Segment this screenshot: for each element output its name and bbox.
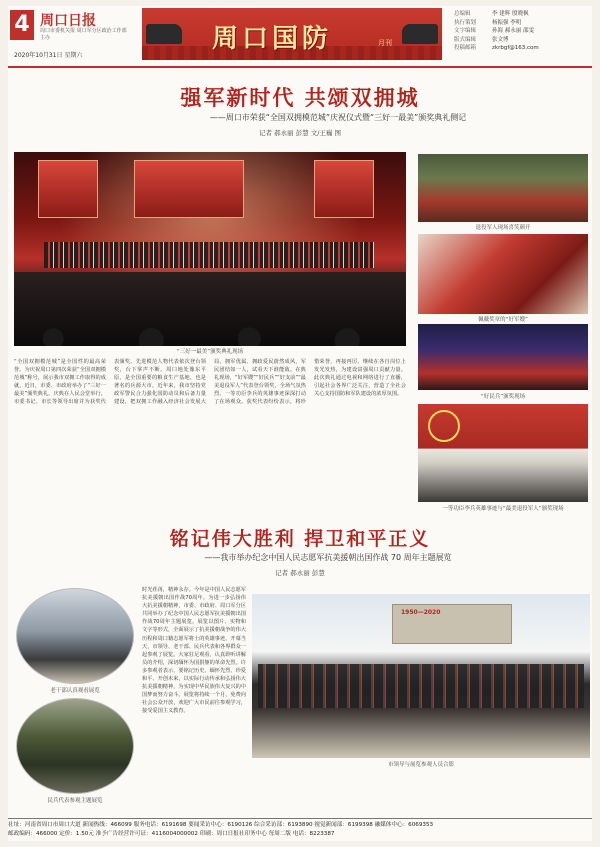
editor-row: 文字编辑 孙海 郝永丽 邵雯 [454,28,534,34]
editor-row: 总编辑 李 建辉 殷晓枫 [454,11,529,17]
story1-subtitle: ——周口市荣获“全国双拥模范城”庆祝仪式暨“三好一最美”颁奖典礼侧记 [209,113,467,122]
story2-subtitle: ——我市举办纪念中国人民志愿军抗美援朝出国作战 70 周年主题展览 [204,553,452,562]
newspaper-page [8,6,592,841]
story2-body: 时光荏苒，精神永存。今年是中国人民志愿军抗美援朝出国作战70周年。为进一步弘扬伟大抗美援朝精神，市委、市政府、周口军分区共同举办了纪念中国人民志愿军抗美援朝出国作战70周年主题展览。展览以图片、实物和文字等形式，全面展示了抗美援朝战争的伟大历程和周口籍志愿军将士的英雄事迹。开幕当天，市领导、老干部、民兵代表和各界群众一起参观了展览。大家驻足观看，认真聆听讲解员的介绍，深切缅怀为国捐躯的革命先烈。许多参观者表示，要铭记历史、缅怀先烈、珍爱和平、开创未来，以实际行动传承和弘扬伟大抗美援朝精神，为实现中华民族伟大复兴的中国梦而努力奋斗。展览将持续一个月，免费向社会公众开放，欢迎广大市民前往参观学习，接受爱国主义教育。 [142,587,246,715]
masthead [8,6,592,68]
editor-row: 版式编辑 张文博 [454,36,509,43]
stage-screen [134,160,244,218]
group-photo-caption: 市领导与展览参观人员合影 [387,762,454,768]
paper-sub: 周口市委机关报 周口军分区政治工作部 主办 [40,28,127,41]
editor-row: 执行策划 杨振强 李明 [454,19,522,26]
footer-line: 邮政编码：466000 定价：1.50元 准予广告经营许可证：4116004000002 印刷：周口日报社印务中心 每周二版 电话：8223387 [8,831,335,837]
footer-line: 社址：河南省周口市周口大道 新闻热线：466099 服务电话：6191698 要闻采访中心：6190126 综合采访部：6193890 视觉新闻部：6199398 融媒体中心：6069353 [8,822,434,828]
stage-screen [38,160,98,218]
section-title: 周口国防 [212,24,333,54]
story2-byline: 记者 郝永丽 彭慧 [275,569,325,577]
main-photo-caption: “三好一最美”颁奖典礼现场 [176,349,244,355]
veterans-viewing-photo [16,588,134,684]
group-photo [252,594,590,758]
story2-body-continued [252,770,590,814]
paper-name: 周口日报 [40,13,96,29]
editor-credits [454,10,590,53]
hero-award-photo [418,404,588,502]
page-number: 4 [10,10,34,40]
exhibition-wall: 1950—2020 [392,604,512,644]
story1-byline: 记者 郝永丽 彭慧 文/王巍 图 [259,129,341,137]
ceremony-stage-photo [14,152,406,346]
photo-caption: 民兵代表参观主题展览 [47,798,103,804]
side-photo-caption: 一等功臣李兵英雄事迹与“最美退役军人”颁奖现场 [442,506,564,512]
story1-body: “全国双拥模范城”是全国性的最高荣誉。为庆祝周口第四次荣获“全国双拥模范城”称号，展示我市双拥工作取得的成就，近日，市委、市政府举办了“三好一最美”颁奖典礼。庆典在人民会堂举行，市委书记、市长等领导出席并为获奖代表颁奖。先进模范人物代表依次登台领奖，台下掌声不断。周口地处豫东平原，是全国重要的粮食生产基地，也是著名的兵源大市。近年来，我市坚持党政军警民合力强化国防动员和后备力量建设，把双拥工作融入经济社会发展大局，拥军优属、拥政爱民蔚然成风，军民团结如一人，试看天下谁能敌。在典礼现场，“好军嫂”“好民兵”“好支前”“最美退役军人”代表登台领奖，全场气氛热烈。一等功臣李兵的英雄事迹深深打动了在场观众。获奖代表纷纷表示，将珍惜荣誉，再接再厉，继续在各自岗位上发光发热，为建设富强周口贡献力量。此次典礼通过电视和网络进行了直播，引起社会各界广泛关注，营造了全社会关心支持国防和军队建设的浓厚氛围。 [14,359,406,406]
star-emblem-icon [428,410,460,442]
award-recipients [44,242,374,268]
page-footer [8,818,592,841]
militia-award-photo [418,324,588,390]
veterans-photo [418,154,588,222]
side-photo-caption: 退役军人现场喜笑颜开 [475,225,531,231]
stage-screen [314,160,374,218]
side-photo-caption: 佩戴奖章的“好军嫂” [478,317,528,323]
side-photo-caption: “好民兵”颁奖现场 [480,394,526,400]
publication-date: 2020年10月31日 星期六 [14,52,83,59]
militia-viewing-photo [16,698,134,794]
military-wife-photo [418,234,588,314]
section-badge: 月刊 [378,39,392,47]
story2-headline: 铭记伟大胜利 捍卫和平正义 [169,528,431,550]
editor-row: 投稿邮箱 zkrbgf@163.com [454,45,539,51]
photo-caption: 老干部认真观看展览 [50,688,100,694]
group-of-people [258,664,584,708]
audience [14,310,406,346]
tank-icon [402,24,438,44]
tank-icon [146,24,182,44]
section-banner [142,8,442,60]
story1-headline: 强军新时代 共颂双拥城 [180,85,420,110]
